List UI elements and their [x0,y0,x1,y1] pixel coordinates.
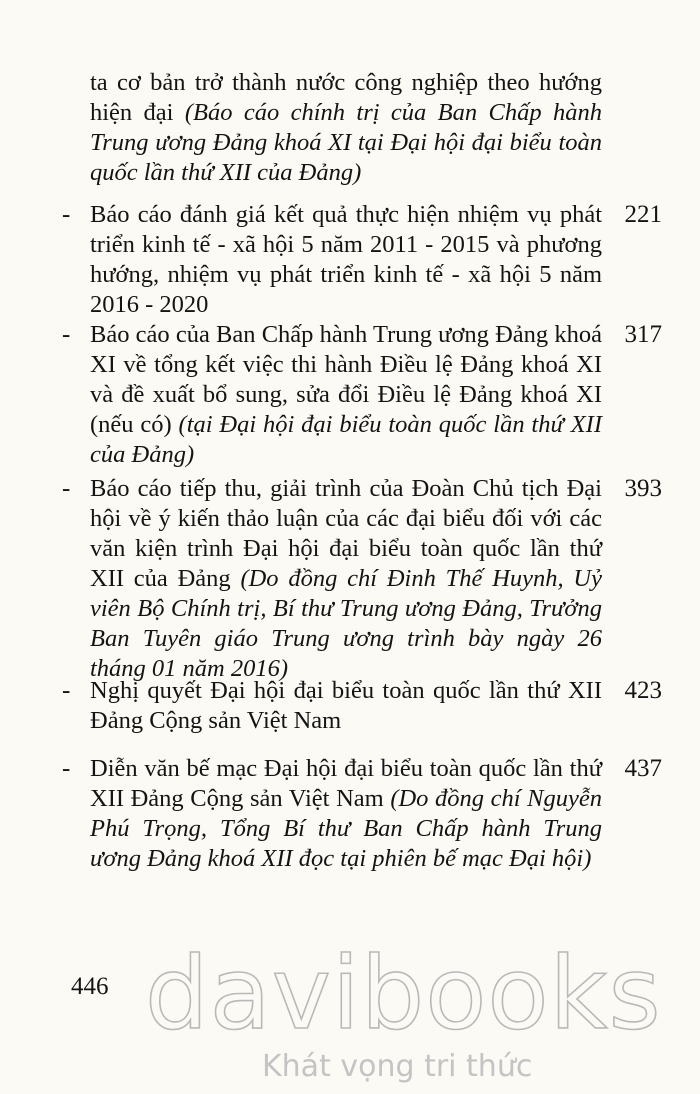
toc-entry-continued [62,68,662,188]
toc-entry [62,676,662,736]
entry-title [90,320,602,470]
entry-title [90,474,602,684]
entry-dash: - [62,755,71,782]
entry-title-plain: Báo cáo của Ban Chấp hành Trung ương Đảng khoá XI về tổng kết việc thi hành Điều lệ Đảng khoá XI và đề xuất bổ sung, sửa đổi Điều lệ Đảng khoá XI (nếu có) [90,321,602,438]
entry-title [90,68,602,188]
entry-title-italic: (tại Đại hội đại biểu toàn quốc lần thứ XII của Đảng) [90,411,602,468]
entry-title-italic: (Do đồng chí Nguyễn Phú Trọng, Tổng Bí thư Ban Chấp hành Trung ương Đảng khoá XII đọc tại phiên bế mạc Đại hội) [90,785,602,872]
entry-title-italic: (Do đồng chí Đinh Thế Huynh, Uỷ viên Bộ Chính trị, Bí thư Trung ương Đảng, Trưởng Ban Tuyên giáo Trung ương trình bày ngày 26 tháng 01 năm 2016) [90,565,602,682]
entry-page-number: 423 [624,677,662,704]
entry-page-number: 393 [624,475,662,502]
toc-entry [62,320,662,470]
entry-dash: - [62,475,71,502]
entry-title [90,754,602,874]
page-number-footer: 446 [71,973,109,1000]
entry-page-number: 317 [624,321,662,348]
entry-dash: - [62,677,71,704]
watermark-tagline: Khát vọng tri thức [262,1049,533,1084]
entry-title [90,200,602,320]
watermark-logo: davibooks [145,935,662,1052]
entry-title-plain: Báo cáo đánh giá kết quả thực hiện nhiệm vụ phát triển kinh tế - xã hội 5 năm 2011 - 2015 và phương hướng, nhiệm vụ phát triển kinh tế - xã hội 5 năm 2016 - 2020 [90,201,602,318]
toc-entry [62,754,662,874]
entry-page-number: 437 [624,755,662,782]
entry-title-plain: ta cơ bản trở thành nước công nghiệp theo hướng hiện đại [90,69,602,126]
entry-title-italic: (Báo cáo chính trị của Ban Chấp hành Trung ương Đảng khoá XI tại Đại hội đại biểu toàn quốc lần thứ XII của Đảng) [90,99,602,186]
toc-entry [62,474,662,684]
entry-dash: - [62,321,71,348]
entry-title-plain: Diễn văn bế mạc Đại hội đại biểu toàn quốc lần thứ XII Đảng Cộng sản Việt Nam [90,755,602,812]
toc-entry [62,200,662,320]
entry-title-plain: Nghị quyết Đại hội đại biểu toàn quốc lần thứ XII Đảng Cộng sản Việt Nam [90,677,602,734]
entry-title-plain: Báo cáo tiếp thu, giải trình của Đoàn Chủ tịch Đại hội về ý kiến thảo luận của các đại biểu đối với các văn kiện trình Đại hội đại biểu toàn quốc lần thứ XII của Đảng [90,475,602,592]
entry-page-number: 221 [624,201,662,228]
entry-title [90,676,602,736]
entry-dash: - [62,201,71,228]
